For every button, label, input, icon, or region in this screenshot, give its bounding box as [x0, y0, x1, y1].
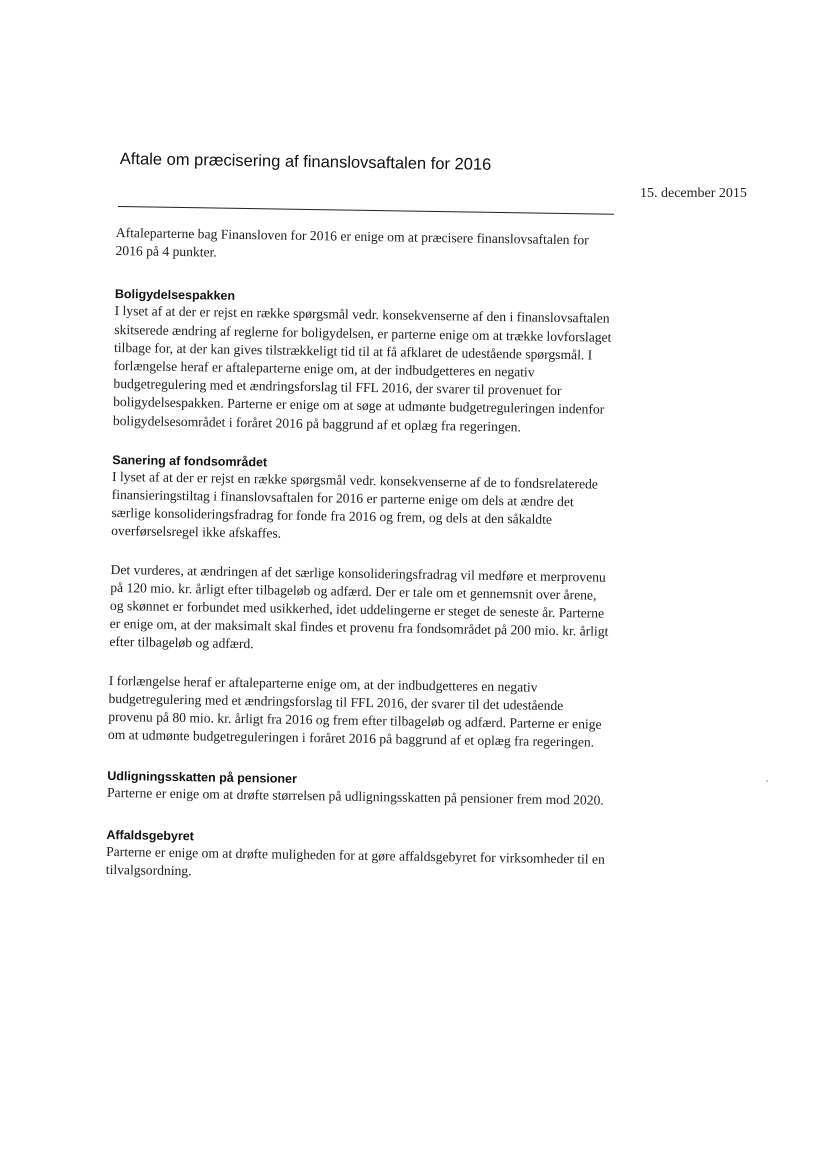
section-paragraph: I lyset af at der er rejst en række spørgsmål vedr. konsekvenserne af de to fondsrelaterede finansieringstiltag i finanslovsaftalen for 2016 er parterne enige om dels at ændre det særlige konsolideringsfradrag for fonde fra 2016 og frem, og dels at den såkaldte overførselsregel ikke afskaffes. [111, 468, 599, 542]
section-heading: Affaldsgebyret [106, 827, 195, 843]
section-heading: Sanering af fondsområdet [112, 452, 268, 470]
section-paragraph: I forlængelse heraf er aftaleparterne enige om, at der indbudgetteres en negativ budgetregulering med et ændringsforslag til FFL 2016, der svarer til det udestående provenu på 80 mio. kr. årligt fra 2016 og frem efter tilbageløb og adfærd. Parterne er enige om at udmønte budgetreguleringen i foråret 2016 på baggrund af et oplæg fra regeringen. [107, 672, 602, 750]
document-date: 15. december 2015 [640, 186, 747, 201]
intro-paragraph: Aftaleparterne bag Finansloven for 2016 er enige om at præcisere finanslovsaftalen for 2016 på 4 punkter. [115, 224, 589, 260]
section-heading: Udligningsskatten på pensioner [107, 769, 298, 787]
document-body [106, 224, 616, 887]
scan-speck [766, 780, 768, 782]
title-divider [118, 206, 614, 215]
section-sanering-af-fondsomraadet [108, 452, 613, 752]
section-affaldsgebyret [106, 827, 607, 887]
section-paragraph: Det vurderes, at ændringen af det særlige konsolideringsfradrag vil medføre et merprovenu på 120 mio. kr. årligt efter tilbageløb og adfærd. Der er tale om et gennemsnit over årene, og skønnet er forbundet med usikkerhed, idet uddelingerne er steget de seneste år. Parterne er enige om, at der maksimalt skal findes et provenu fra fondsområdet på 200 mio. kr. årligt efter tilbageløb og adfærd. [109, 561, 609, 652]
section-heading: Boligydelsespakken [114, 287, 236, 304]
section-paragraph: I lyset af at der er rejst en række spørgsmål vedr. konsekvenserne af den i finanslovsaftalen skitserede ændring af reglerne for boligydelsen, er parterne enige om at trække lovforslaget tilbage for, at der kan gives tilstrækkeligt tid til at få afklaret de udestående spørgsmål. I forlængelse heraf er aftaleparterne enige om, at der indbudgetteres en negativ budgetregulering med et ændringsforslag til FFL 2016, der svarer til provenuet for boligydelsespakken. Parterne er enige om at søge at udmønte budgetreguleringen indenfor boligydelsesområdet i foråret 2016 på baggrund af et oplæg fra regeringen. [112, 303, 612, 435]
section-udligningsskatten [107, 768, 607, 810]
section-boligydelsespakken [113, 286, 615, 437]
document-title: Aftale om præcisering af finanslovsaftalen for 2016 [119, 150, 492, 174]
section-paragraph: Parterne er enige om at drøfte muligheden for at gøre affaldsgebyret for virksomheder til en tilvalgsordning. [105, 843, 605, 879]
section-paragraph: Parterne er enige om at drøfte størrelsen på udligningsskatten på pensioner frem mod 2020. [106, 785, 604, 809]
